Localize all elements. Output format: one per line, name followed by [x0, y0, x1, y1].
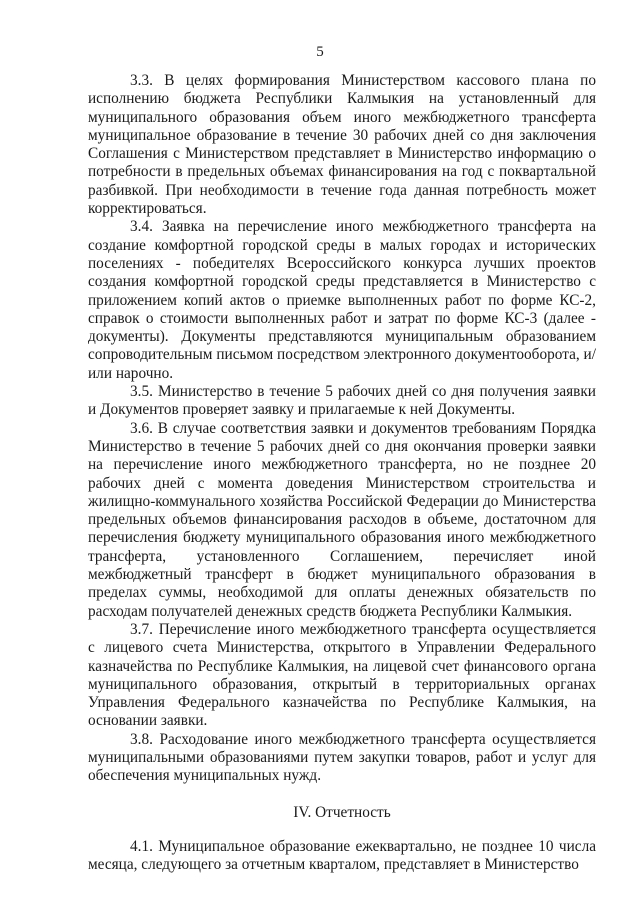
paragraph-3-5: 3.5. Министерство в течение 5 рабочих дней со дня получения заявки и Документов проверяет заявку и прилагаемые к ней Документы.	[88, 383, 596, 419]
paragraph-3-4: 3.4. Заявка на перечисление иного межбюджетного трансферта на создание комфортной городской среды в малых городах и исторических поселениях - победителях Всероссийского конкурса лучших проектов создания комфортной городской среды представляется в Министерство с приложением копий актов о приемке выполненных работ по форме КС-2, справок о стоимости выполненных работ и затрат по форме КС-3 (далее - документы). Документы представляются муниципальным образованием сопроводительным письмом посредством электронного документооборота, и/или нарочно.	[88, 218, 596, 382]
paragraph-3-3: 3.3. В целях формирования Министерством кассового плана по исполнению бюджета Республики Калмыкия на установленный для муниципального образования объем иного межбюджетного трансферта муниципальное образование в течение 30 рабочих дней со дня заключения Соглашения с Министерством представляет в Министерство информацию о потребности в предельных объемах финансирования на год с поквартальной разбивкой. При необходимости в течение года данная потребность может корректироваться.	[88, 72, 596, 218]
paragraph-3-8: 3.8. Расходование иного межбюджетного трансферта осуществляется муниципальными образованиями путем закупки товаров, работ и услуг для обеспечения муниципальных нужд.	[88, 730, 596, 785]
paragraph-4-1: 4.1. Муниципальное образование ежеквартально, не позднее 10 числа месяца, следующего за отчетным кварталом, представляет в Министерство	[88, 837, 596, 874]
document-body	[88, 72, 596, 874]
page-number: 5	[316, 44, 324, 60]
section-heading-reporting: IV. Отчетность	[293, 803, 391, 821]
paragraph-3-6: 3.6. В случае соответствия заявки и документов требованиям Порядка Министерство в течение 5 рабочих дней со дня окончания проверки заявки на перечисление иного межбюджетного трансферта, но не позднее 20 рабочих дней с момента доведения Министерством строительства и жилищно-коммунального хозяйства Российской Федерации до Министерства предельных объемов финансирования расходов в объеме, достаточном для перечисления бюджету муниципального образования иного межбюджетного трансферта, установленного Соглашением, перечисляет иной межбюджетный трансферт в бюджет муниципального образования в пределах суммы, необходимой для оплаты денежных обязательств по расходам получателей денежных средств бюджета Республики Калмыкия.	[88, 419, 596, 620]
paragraph-3-7: 3.7. Перечисление иного межбюджетного трансферта осуществляется с лицевого счета Министерства, открытого в Управлении Федерального казначейства по Республике Калмыкия, на лицевой счет финансового органа муниципального образования, открытый в территориальных органах Управления Федерального казначейства по Республике Калмыкия, на основании заявки.	[88, 620, 596, 730]
